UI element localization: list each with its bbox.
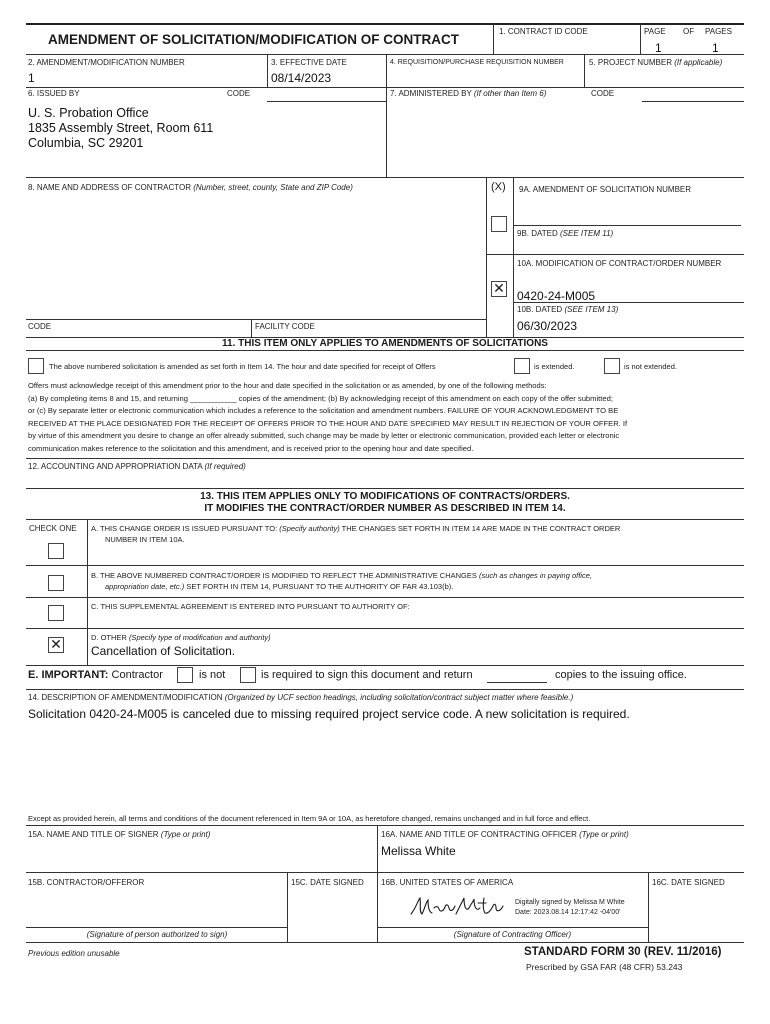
- officer-signature: [408, 894, 506, 920]
- contractor-offeror-label: 15B. CONTRACTOR/OFFEROR: [28, 878, 145, 887]
- sig-person-label: (Signature of person authorized to sign): [86, 930, 228, 939]
- officer-note: (Type or print): [579, 830, 629, 839]
- item13a-note: (Specify authority): [279, 524, 340, 533]
- important-row: [28, 669, 163, 681]
- is-required-checkbox[interactable]: [240, 667, 256, 683]
- item13d-note: (Specify type of modification and authority): [128, 633, 271, 642]
- item13b-pre: B. THE ABOVE NUMBERED CONTRACT/ORDER IS MODIFIED TO REFLECT THE ADMINISTRATIVE CHANGES: [91, 571, 477, 580]
- issued-by-label: 6. ISSUED BY: [28, 89, 80, 98]
- rule: [26, 665, 744, 666]
- rule: [513, 302, 744, 303]
- not-extended-checkbox[interactable]: [604, 358, 620, 374]
- rule: [486, 254, 744, 255]
- pages-label: PAGES: [705, 27, 732, 36]
- divider: [386, 54, 387, 87]
- issuer-line: 1835 Assembly Street, Room 611: [28, 121, 214, 135]
- rule: [26, 458, 744, 459]
- issuer-line: U. S. Probation Office: [28, 106, 149, 120]
- rule: [513, 225, 741, 226]
- item13a-checkbox[interactable]: [48, 543, 64, 559]
- item13-heading-line2: IT MODIFIES THE CONTRACT/ORDER NUMBER AS DESCRIBED IN ITEM 14.: [204, 503, 566, 514]
- of-label: OF: [683, 27, 695, 36]
- instruction-line: or (c) By separate letter or electronic communication which includes a reference to the solicitation and amendment numbers. FAILURE OF YOUR ACKNOWLEDGMENT TO BE: [28, 406, 619, 416]
- divider: [377, 825, 378, 942]
- item13b-post: SET FORTH IN ITEM 14, PURSUANT TO THE AUTHORITY OF FAR 43.103(b).: [186, 582, 454, 591]
- accounting-label: 12. ACCOUNTING AND APPROPRIATION DATA: [28, 462, 203, 471]
- item13a-pre: A. THIS CHANGE ORDER IS ISSUED PURSUANT TO:: [91, 524, 278, 533]
- x-marker-label: (X): [491, 181, 506, 193]
- signature-line: [377, 927, 648, 928]
- effective-date-value[interactable]: 08/14/2023: [271, 71, 332, 85]
- item13-heading-line1: 13. THIS ITEM APPLIES ONLY TO MODIFICATIONS OF CONTRACTS/ORDERS.: [200, 491, 570, 502]
- item13a-line2: NUMBER IN ITEM 10A.: [105, 535, 185, 544]
- rule: [26, 488, 744, 489]
- project-number-note: (If applicable): [674, 58, 723, 67]
- instruction-line: communication makes reference to the solicitation and this amendment, and is received prior to the opening hour and date specified.: [28, 443, 474, 453]
- digital-line2: Date: 2023.08.14 12:17:42 -04'00': [515, 909, 621, 916]
- rule: [26, 628, 744, 629]
- description-label: 14. DESCRIPTION OF AMENDMENT/MODIFICATION: [28, 693, 223, 702]
- amendment-checkbox[interactable]: [491, 216, 507, 232]
- important-is-required: is required to sign this document and return: [261, 669, 473, 681]
- solicitation-amended-checkbox[interactable]: [28, 358, 44, 374]
- rule: [26, 942, 744, 943]
- description-value[interactable]: Solicitation 0420-24-M005 is canceled due to missing required project service code. A new solicitation is required.: [28, 707, 630, 721]
- dated-9b-label: 9B. DATED: [517, 229, 558, 238]
- item13c-checkbox[interactable]: [48, 605, 64, 621]
- divider: [493, 23, 494, 54]
- administered-code-label: CODE: [591, 89, 615, 98]
- divider: [513, 177, 514, 337]
- contractor-code-label: CODE: [28, 322, 52, 331]
- item13c-line: C. THIS SUPPLEMENTAL AGREEMENT IS ENTERED INTO PURSUANT TO AUTHORITY OF:: [91, 602, 410, 611]
- officer-label: 16A. NAME AND TITLE OF CONTRACTING OFFICER: [381, 830, 577, 839]
- item13d-pre: D. OTHER: [91, 633, 127, 642]
- dated-10b-note: (SEE ITEM 13): [564, 305, 619, 314]
- except-text: Except as provided herein, all terms and conditions of the document referenced in Item 9A or 10A, as heretofore changed, remains unchanged and in full force and effect.: [28, 814, 591, 823]
- project-number-label: 5. PROJECT NUMBER: [589, 58, 672, 67]
- dated-9b-note: (SEE ITEM 11): [559, 229, 614, 238]
- extended-checkbox[interactable]: [514, 358, 530, 374]
- extended-label: is extended.: [534, 362, 575, 371]
- code-underline: [642, 101, 744, 102]
- rule: [26, 825, 744, 826]
- item11-instructions: [28, 380, 748, 456]
- rule: [26, 872, 744, 873]
- signer-label: 15A. NAME AND TITLE OF SIGNER: [28, 830, 159, 839]
- administered-by-note: (If other than Item 6): [473, 89, 547, 98]
- page-label: PAGE: [644, 27, 666, 36]
- item13b-checkbox[interactable]: [48, 575, 64, 591]
- dated-10b-label: 10B. DATED: [517, 305, 563, 314]
- divider: [87, 519, 88, 665]
- item11-line1: The above numbered solicitation is amended as set forth in Item 14. The hour and date specified for receipt of Offers: [49, 362, 436, 371]
- prescribed-by: Prescribed by GSA FAR (48 CFR) 53.243: [526, 962, 683, 972]
- instruction-line: (a) By completing items 8 and 15, and returning ___________ copies of the amendment; (b) By acknowledging receipt of this amendment on each copy of the offer submitted;: [28, 393, 613, 403]
- important-is-not: is not: [199, 669, 226, 681]
- divider: [486, 177, 487, 337]
- instruction-line: RECEIVED AT THE PLACE DESIGNATED FOR THE RECEIPT OF OFFERS PRIOR TO THE HOUR AND DATE SPECIFIED MAY RESULT IN REJECTION OF YOUR OFFER. If: [28, 418, 628, 428]
- code-underline: [267, 101, 386, 102]
- digital-line1: Digitally signed by Melissa M White: [515, 899, 625, 906]
- rule: [26, 319, 486, 320]
- rule: [26, 87, 744, 88]
- description-note: (Organized by UCF section headings, including solicitation/contract subject matter where feasible.): [224, 693, 574, 702]
- accounting-note: (If required): [204, 462, 246, 471]
- previous-edition: Previous edition unusable: [28, 949, 120, 958]
- copies-underline: [487, 682, 547, 683]
- check-one-label: CHECK ONE: [29, 524, 77, 533]
- date-16c-label: 16C. DATE SIGNED: [652, 878, 725, 887]
- rule: [26, 350, 744, 351]
- rule: [26, 54, 744, 55]
- divider: [267, 54, 268, 87]
- rule: [26, 565, 744, 566]
- page-value: 1: [655, 41, 662, 55]
- form-name: STANDARD FORM 30 (REV. 11/2016): [524, 946, 722, 958]
- divider: [648, 872, 649, 942]
- digital-signature-text: [515, 898, 625, 918]
- usa-label: 16B. UNITED STATES OF AMERICA: [381, 878, 514, 887]
- top-border: [26, 23, 744, 25]
- date-15c-label: 15C. DATE SIGNED: [291, 878, 364, 887]
- divider: [386, 87, 387, 177]
- signer-note: (Type or print): [160, 830, 211, 839]
- amendment-number-label: 2. AMENDMENT/MODIFICATION NUMBER: [28, 58, 185, 67]
- issued-code-label: CODE: [227, 89, 251, 98]
- important-contractor: Contractor: [111, 669, 163, 681]
- not-extended-label: is not extended.: [624, 362, 677, 371]
- item13d-checkbox[interactable]: ✕: [48, 637, 64, 653]
- item13-heading: [26, 491, 744, 515]
- instruction-line: by virtue of this amendment you desire to change an offer already submitted, such change may be made by letter or electronic communication, provided each letter or electronic: [28, 431, 620, 441]
- item11-heading: 11. THIS ITEM ONLY APPLIES TO AMENDMENTS OF SOLICITATIONS: [222, 338, 548, 349]
- divider: [640, 23, 641, 54]
- contractor-note: (Number, street, county, State and ZIP Code): [193, 183, 353, 192]
- contract-id-label: 1. CONTRACT ID CODE: [499, 27, 588, 36]
- contractor-label: 8. NAME AND ADDRESS OF CONTRACTOR: [28, 183, 191, 192]
- issuer-line: Columbia, SC 29201: [28, 136, 144, 150]
- amendment-number-value[interactable]: 1: [28, 71, 35, 85]
- instruction-line: Offers must acknowledge receipt of this amendment prior to the hour and date specified in the solicitation or as amended, by one of the following methods:: [28, 381, 547, 390]
- amendment-solicitation-label: 9A. AMENDMENT OF SOLICITATION NUMBER: [519, 185, 692, 194]
- signature-line: [26, 927, 288, 928]
- rule: [26, 689, 744, 690]
- item13b-note2: appropriation date, etc.): [105, 582, 185, 591]
- sig-officer-label: (Signature of Contracting Officer): [453, 930, 572, 939]
- important-label: E. IMPORTANT:: [28, 669, 109, 681]
- item13a-post: THE CHANGES SET FORTH IN ITEM 14 ARE MADE IN THE CONTRACT ORDER: [341, 524, 621, 533]
- administered-by-label: 7. ADMINISTERED BY: [390, 89, 472, 98]
- rule: [26, 177, 744, 178]
- is-not-checkbox[interactable]: [177, 667, 193, 683]
- divider: [584, 54, 585, 87]
- issuer-address: [28, 106, 213, 151]
- requisition-label: 4. REQUISITION/PURCHASE REQUISITION NUMBER: [390, 59, 564, 66]
- modification-number-label: 10A. MODIFICATION OF CONTRACT/ORDER NUMBER: [517, 259, 722, 268]
- facility-code-label: FACILITY CODE: [255, 322, 315, 331]
- dated-10b-value[interactable]: 06/30/2023: [517, 319, 578, 333]
- form-title: AMENDMENT OF SOLICITATION/MODIFICATION OF CONTRACT: [48, 32, 459, 47]
- modification-number-value[interactable]: 0420-24-M005: [517, 289, 596, 303]
- divider: [251, 319, 252, 337]
- officer-name-value[interactable]: Melissa White: [381, 844, 456, 858]
- rule: [26, 597, 744, 598]
- pages-value: 1: [712, 41, 719, 55]
- item13b-note: (such as changes in paying office,: [479, 571, 592, 580]
- rule: [26, 519, 744, 520]
- modification-checkbox[interactable]: ✕: [491, 281, 507, 297]
- item13d-value[interactable]: Cancellation of Solicitation.: [91, 644, 236, 658]
- effective-date-label: 3. EFFECTIVE DATE: [271, 58, 347, 67]
- important-copies: copies to the issuing office.: [555, 669, 687, 681]
